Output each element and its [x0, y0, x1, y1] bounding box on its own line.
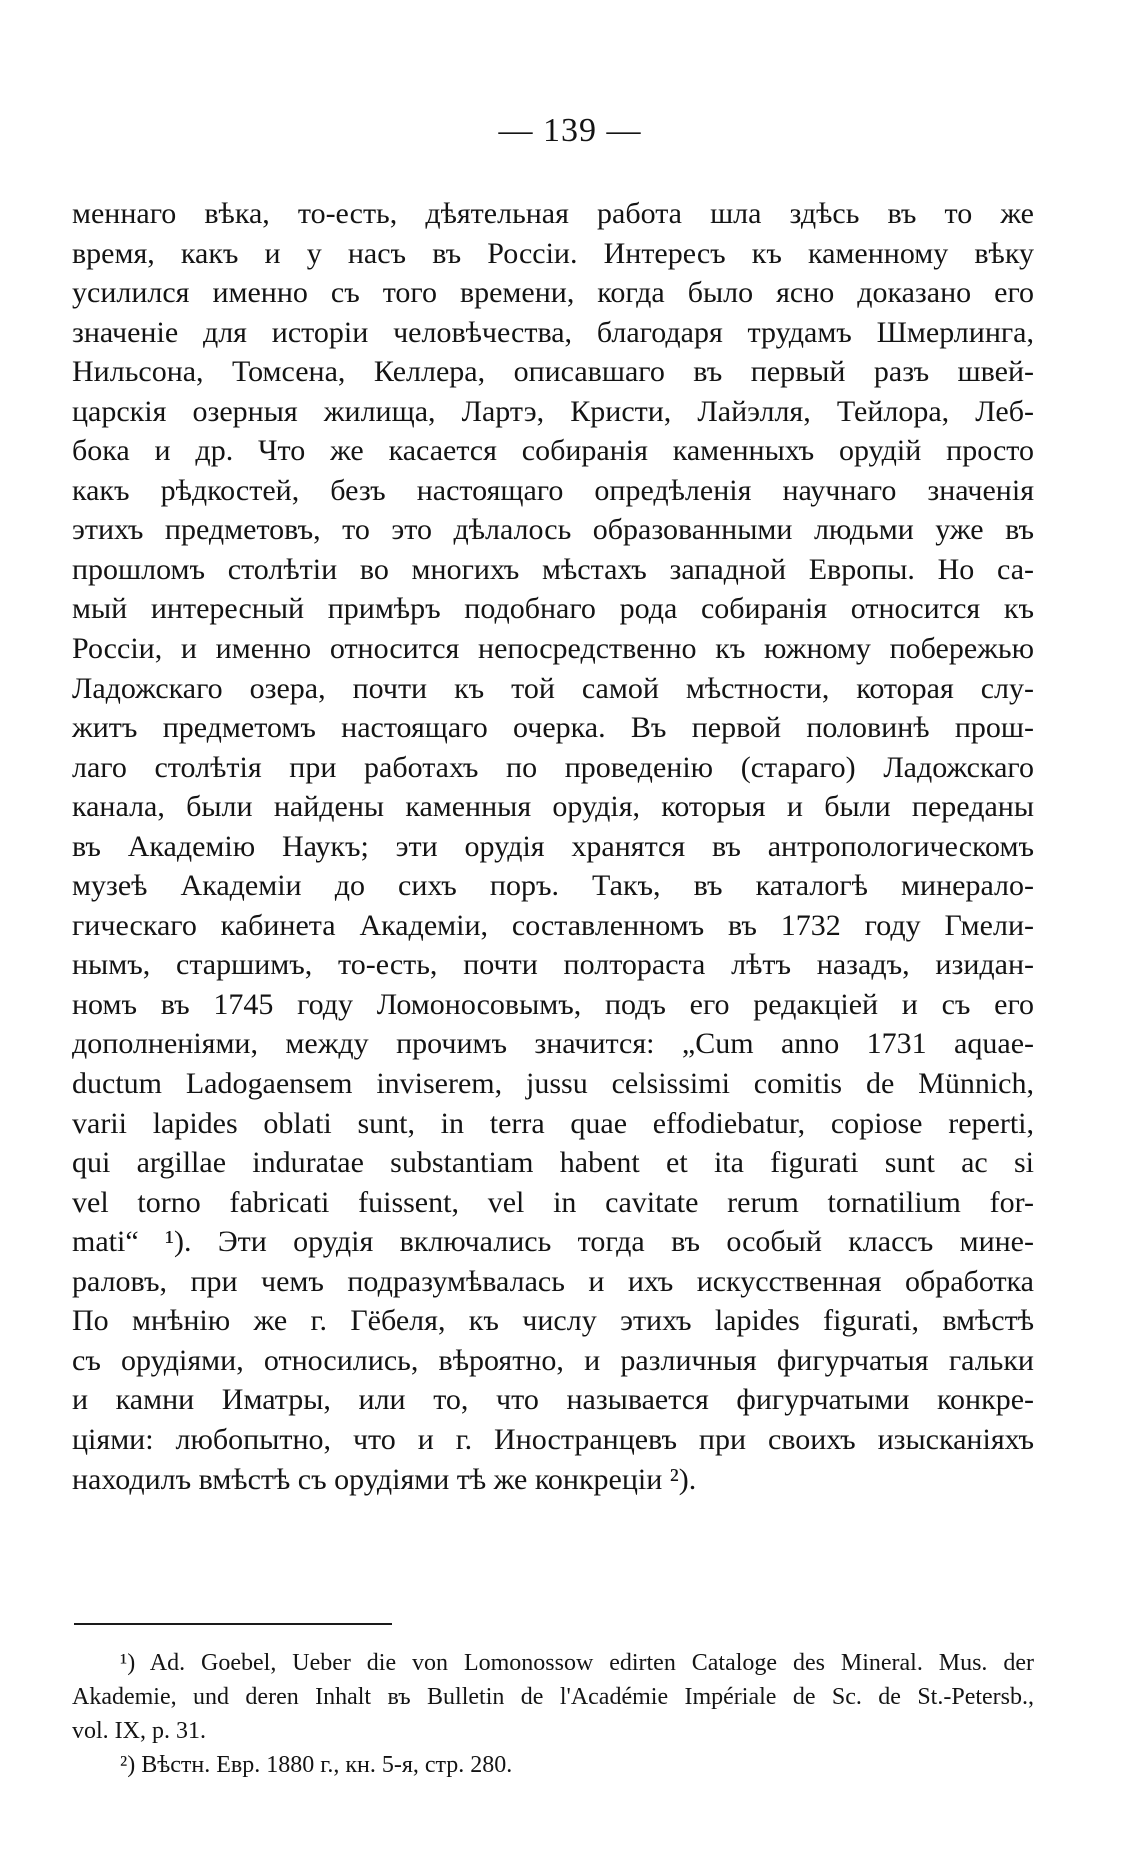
- text-line: и камни Иматры, или то, что называется фигурчатыми конкре-: [72, 1383, 1034, 1417]
- text-line: канала, были найдены каменныя орудія, которыя и были переданы: [72, 790, 1034, 824]
- text-line: ductum Ladogaensem inviserem, jussu celsissimi comitis de Münnich,: [72, 1067, 1034, 1101]
- text-line: этихъ предметовъ, то это дѣлалось образованными людьми уже въ: [72, 513, 1034, 547]
- text-line: съ орудіями, относились, вѣроятно, и различныя фигурчатыя гальки: [72, 1343, 1034, 1377]
- text-line: Россіи, и именно относится непосредственно къ южному побережью: [72, 632, 1034, 666]
- text-line: музеѣ Академіи до сихъ поръ. Такъ, въ каталогѣ минерало-: [72, 869, 1034, 903]
- page-number: — 139 —: [498, 112, 642, 149]
- text-line: ціями: любопытно, что и г. Иностранцевъ при своихъ изысканіяхъ: [72, 1422, 1034, 1456]
- text-line: меннаго вѣка, то-есть, дѣятельная работа шла здѣсь въ то же: [72, 197, 1034, 230]
- text-line: мый интересный примѣръ подобнаго рода собиранія относится къ: [72, 592, 1034, 626]
- text-line: нымъ, старшимъ, то-есть, почти полтораста лѣтъ назадъ, изидан-: [72, 948, 1034, 982]
- text-line: По мнѣнію же г. Гёбеля, къ числу этихъ lapides figurati, вмѣстѣ: [72, 1304, 1034, 1338]
- text-line: находилъ вмѣстѣ съ орудіями тѣ же конкреціи ²).: [72, 1462, 697, 1496]
- text-line: значеніе для исторіи человѣчества, благодаря трудамъ Шмерлинга,: [72, 315, 1034, 349]
- footnote-1-line: vol. IX, p. 31.: [72, 1718, 206, 1744]
- text-line: varii lapides oblati sunt, in terra quae effodiebatur, copiose reperti,: [72, 1106, 1034, 1140]
- text-line: въ Академію Наукъ; эти орудія хранятся въ антропологическомъ: [72, 829, 1034, 863]
- text-line: житъ предметомъ настоящаго очерка. Въ первой половинѣ прош-: [72, 711, 1034, 745]
- text-line: бока и др. Что же касается собиранія каменныхъ орудій просто: [72, 434, 1034, 468]
- footnote-1-line: ¹) Ad. Goebel, Ueber die von Lomonossow edirten Cataloge des Mineral. Mus. der: [120, 1650, 1034, 1676]
- text-line: прошломъ столѣтіи во многихъ мѣстахъ западной Европы. Но са-: [72, 552, 1034, 586]
- text-line: усилился именно съ того времени, когда было ясно доказано его: [72, 276, 1034, 310]
- footnotes: [72, 1646, 1034, 1782]
- text-line: гическаго кабинета Академіи, составленномъ въ 1732 году Гмели-: [72, 908, 1034, 942]
- text-line: дополненіями, между прочимъ значится: „Cum anno 1731 aquae-: [72, 1027, 1034, 1061]
- text-line: лаго столѣтія при работахъ по проведенію (стараго) Ладожскаго: [72, 750, 1034, 784]
- footnote-2-line: ²) Вѣстн. Евр. 1880 г., кн. 5-я, стр. 280.: [120, 1752, 513, 1778]
- text-line: vel torno fabricati fuissent, vel in cavitate rerum tornatilium for-: [72, 1185, 1034, 1219]
- text-line: qui argillae induratae substantiam habent et ita figurati sunt ac si: [72, 1146, 1034, 1180]
- text-line: время, какъ и у насъ въ Россіи. Интересъ къ каменному вѣку: [72, 236, 1034, 270]
- text-line: раловъ, при чемъ подразумѣвалась и ихъ искусственная обработка: [72, 1264, 1034, 1298]
- text-line: номъ въ 1745 году Ломоносовымъ, подъ его редакціей и съ его: [72, 987, 1034, 1021]
- main-text: [72, 194, 1034, 1499]
- footnote-divider: [74, 1623, 392, 1625]
- text-line: царскія озерныя жилища, Лартэ, Кристи, Лайэлля, Тейлора, Леб-: [72, 394, 1034, 428]
- text-line: mati“ ¹). Эти орудія включались тогда въ особый классъ мине-: [72, 1225, 1034, 1259]
- text-line: какъ рѣдкостей, безъ настоящаго опредѣленія научнаго значенія: [72, 473, 1034, 507]
- footnote-1-line: Akademie, und deren Inhalt въ Bulletin de l'Académie Impériale de Sc. de St.-Petersb.,: [72, 1684, 1034, 1710]
- text-line: Нильсона, Томсена, Келлера, описавшаго въ первый разъ швей-: [72, 355, 1034, 389]
- text-line: Ладожскаго озера, почти къ той самой мѣстности, которая слу-: [72, 671, 1034, 705]
